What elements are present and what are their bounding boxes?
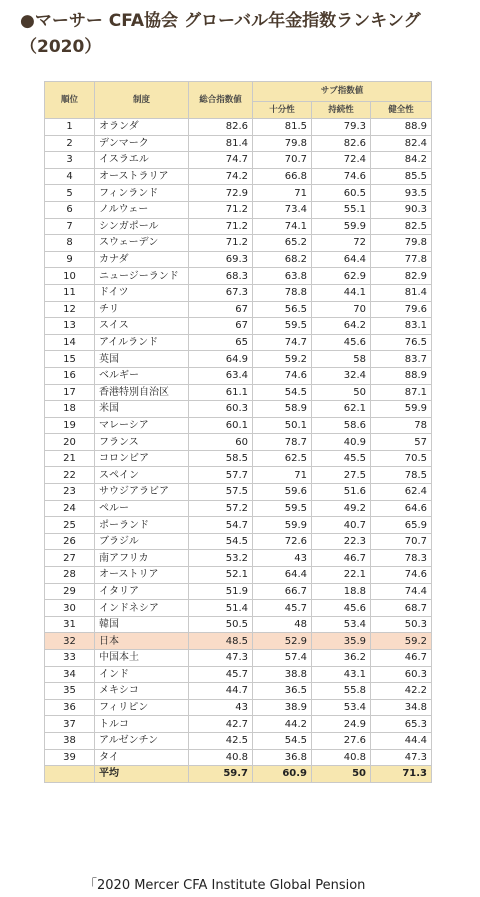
cell-sustainability: 27.5 (312, 467, 371, 484)
cell-adequacy: 56.5 (253, 301, 312, 318)
cell-adequacy: 74.1 (253, 218, 312, 235)
cell-rank: 28 (45, 567, 95, 584)
cell-integrity: 85.5 (371, 168, 432, 185)
cell-total: 82.6 (189, 119, 253, 136)
table-row (45, 716, 432, 733)
cell-system: ペルー (95, 500, 189, 517)
cell-adequacy: 38.8 (253, 666, 312, 683)
cell-system: イタリア (95, 583, 189, 600)
cell-adequacy: 73.4 (253, 201, 312, 218)
table-row (45, 367, 432, 384)
cell-total: 40.8 (189, 749, 253, 766)
cell-total: 50.5 (189, 616, 253, 633)
pension-index-table (44, 81, 432, 783)
table-row (45, 749, 432, 766)
cell-adequacy: 50.1 (253, 417, 312, 434)
table-row (45, 301, 432, 318)
cell-system: イスラエル (95, 152, 189, 169)
cell-sustainability: 82.6 (312, 135, 371, 152)
header-system: 制度 (95, 82, 189, 119)
cell-rank: 11 (45, 284, 95, 301)
cell-system: チリ (95, 301, 189, 318)
cell-system: コロンビア (95, 450, 189, 467)
cell-adequacy: 36.8 (253, 749, 312, 766)
cell-rank: 12 (45, 301, 95, 318)
cell-rank: 32 (45, 633, 95, 650)
cell-total: 60 (189, 434, 253, 451)
cell-total: 57.2 (189, 500, 253, 517)
table-row (45, 567, 432, 584)
cell-sustainability: 45.6 (312, 334, 371, 351)
cell-system: タイ (95, 749, 189, 766)
cell-integrity: 78.3 (371, 550, 432, 567)
cell-adequacy: 54.5 (253, 384, 312, 401)
header-adequacy: 十分性 (253, 102, 312, 119)
table-row (45, 185, 432, 202)
cell-adequacy: 68.2 (253, 251, 312, 268)
header-sub-index: サブ指数値 (253, 82, 432, 102)
cell-system: 南アフリカ (95, 550, 189, 567)
table-row (45, 284, 432, 301)
cell-sustainability: 72.4 (312, 152, 371, 169)
cell-rank: 34 (45, 666, 95, 683)
cell-system: 日本 (95, 633, 189, 650)
cell-adequacy: 71 (253, 467, 312, 484)
cell-sustainability: 27.6 (312, 732, 371, 749)
cell-sustainability: 45.6 (312, 600, 371, 617)
cell-sustainability: 22.1 (312, 567, 371, 584)
cell-rank: 5 (45, 185, 95, 202)
cell-total: 67 (189, 301, 253, 318)
cell-system: 韓国 (95, 616, 189, 633)
cell-total: 52.1 (189, 567, 253, 584)
cell-total: 51.4 (189, 600, 253, 617)
header-integrity: 健全性 (371, 102, 432, 119)
cell-adequacy: 78.8 (253, 284, 312, 301)
table-body (45, 119, 432, 783)
cell-adequacy: 48 (253, 616, 312, 633)
cell-system: インドネシア (95, 600, 189, 617)
cell-rank: 39 (45, 749, 95, 766)
cell-adequacy: 78.7 (253, 434, 312, 451)
cell-integrity: 50.3 (371, 616, 432, 633)
table-row (45, 699, 432, 716)
cell-adequacy: 59.6 (253, 484, 312, 501)
cell-adequacy: 65.2 (253, 235, 312, 252)
table-row (45, 168, 432, 185)
cell-adequacy: 71 (253, 185, 312, 202)
cell-integrity: 84.2 (371, 152, 432, 169)
cell-integrity: 71.3 (371, 766, 432, 783)
cell-adequacy: 74.7 (253, 334, 312, 351)
cell-sustainability: 51.6 (312, 484, 371, 501)
cell-sustainability: 49.2 (312, 500, 371, 517)
cell-adequacy: 66.7 (253, 583, 312, 600)
cell-integrity: 57 (371, 434, 432, 451)
cell-total: 42.7 (189, 716, 253, 733)
cell-adequacy: 43 (253, 550, 312, 567)
cell-total: 64.9 (189, 351, 253, 368)
cell-total: 81.4 (189, 135, 253, 152)
cell-sustainability: 44.1 (312, 284, 371, 301)
cell-integrity: 78.5 (371, 467, 432, 484)
table-row (45, 683, 432, 700)
cell-sustainability: 40.7 (312, 517, 371, 534)
cell-sustainability: 53.4 (312, 616, 371, 633)
cell-adequacy: 54.5 (253, 732, 312, 749)
cell-total: 60.3 (189, 401, 253, 418)
cell-system: マレーシア (95, 417, 189, 434)
cell-total: 44.7 (189, 683, 253, 700)
cell-rank: 25 (45, 517, 95, 534)
cell-rank: 4 (45, 168, 95, 185)
table-row (45, 484, 432, 501)
cell-rank: 13 (45, 318, 95, 335)
cell-total: 57.7 (189, 467, 253, 484)
cell-integrity: 64.6 (371, 500, 432, 517)
cell-adequacy: 52.9 (253, 633, 312, 650)
cell-system: ドイツ (95, 284, 189, 301)
cell-sustainability: 24.9 (312, 716, 371, 733)
cell-rank: 24 (45, 500, 95, 517)
cell-sustainability: 58 (312, 351, 371, 368)
cell-total: 51.9 (189, 583, 253, 600)
table-row (45, 550, 432, 567)
cell-total: 71.2 (189, 201, 253, 218)
cell-rank: 22 (45, 467, 95, 484)
cell-system: インド (95, 666, 189, 683)
cell-sustainability: 40.9 (312, 434, 371, 451)
cell-integrity: 44.4 (371, 732, 432, 749)
cell-integrity: 59.9 (371, 401, 432, 418)
cell-integrity: 82.4 (371, 135, 432, 152)
cell-total: 48.5 (189, 633, 253, 650)
cell-sustainability: 70 (312, 301, 371, 318)
cell-system: フィリピン (95, 699, 189, 716)
cell-rank: 1 (45, 119, 95, 136)
cell-system: 香港特別自治区 (95, 384, 189, 401)
table-row (45, 417, 432, 434)
table-row (45, 351, 432, 368)
cell-integrity: 74.4 (371, 583, 432, 600)
cell-integrity: 65.9 (371, 517, 432, 534)
cell-total: 58.5 (189, 450, 253, 467)
cell-system: カナダ (95, 251, 189, 268)
cell-sustainability: 55.1 (312, 201, 371, 218)
cell-system: 中国本土 (95, 650, 189, 667)
cell-integrity: 62.4 (371, 484, 432, 501)
cell-system: オランダ (95, 119, 189, 136)
cell-rank: 19 (45, 417, 95, 434)
cell-adequacy: 79.8 (253, 135, 312, 152)
cell-sustainability: 64.2 (312, 318, 371, 335)
cell-rank (45, 766, 95, 783)
cell-integrity: 70.7 (371, 533, 432, 550)
cell-sustainability: 32.4 (312, 367, 371, 384)
cell-system: ニュージーランド (95, 268, 189, 285)
table-row (45, 732, 432, 749)
cell-rank: 8 (45, 235, 95, 252)
cell-total: 45.7 (189, 666, 253, 683)
cell-system: トルコ (95, 716, 189, 733)
cell-integrity: 60.3 (371, 666, 432, 683)
table-row (45, 334, 432, 351)
cell-adequacy: 59.5 (253, 318, 312, 335)
cell-system: フィンランド (95, 185, 189, 202)
cell-adequacy: 38.9 (253, 699, 312, 716)
cell-integrity: 79.6 (371, 301, 432, 318)
cell-adequacy: 64.4 (253, 567, 312, 584)
cell-system: オーストリア (95, 567, 189, 584)
cell-integrity: 47.3 (371, 749, 432, 766)
cell-system: メキシコ (95, 683, 189, 700)
cell-sustainability: 74.6 (312, 168, 371, 185)
cell-system: 米国 (95, 401, 189, 418)
cell-rank: 14 (45, 334, 95, 351)
cell-total: 67.3 (189, 284, 253, 301)
cell-system: シンガポール (95, 218, 189, 235)
cell-total: 54.5 (189, 533, 253, 550)
cell-sustainability: 18.8 (312, 583, 371, 600)
cell-system: アイルランド (95, 334, 189, 351)
cell-sustainability: 45.5 (312, 450, 371, 467)
cell-system: ベルギー (95, 367, 189, 384)
cell-integrity: 88.9 (371, 367, 432, 384)
cell-system: スウェーデン (95, 235, 189, 252)
cell-adequacy: 70.7 (253, 152, 312, 169)
page-title: ●マーサー CFA協会 グローバル年金指数ランキング（2020） (20, 11, 421, 57)
cell-rank: 26 (45, 533, 95, 550)
table-header (45, 82, 432, 119)
cell-rank: 33 (45, 650, 95, 667)
cell-integrity: 88.9 (371, 119, 432, 136)
table-row (45, 384, 432, 401)
cell-integrity: 70.5 (371, 450, 432, 467)
cell-rank: 18 (45, 401, 95, 418)
table-row (45, 450, 432, 467)
cell-total: 47.3 (189, 650, 253, 667)
cell-integrity: 65.3 (371, 716, 432, 733)
cell-rank: 21 (45, 450, 95, 467)
cell-rank: 17 (45, 384, 95, 401)
header-total: 総合指数値 (189, 82, 253, 119)
table-row (45, 251, 432, 268)
cell-rank: 9 (45, 251, 95, 268)
cell-total: 61.1 (189, 384, 253, 401)
cell-integrity: 59.2 (371, 633, 432, 650)
table-row (45, 401, 432, 418)
table-row (45, 500, 432, 517)
cell-adequacy: 59.5 (253, 500, 312, 517)
cell-system: スイス (95, 318, 189, 335)
table-row (45, 119, 432, 136)
cell-adequacy: 74.6 (253, 367, 312, 384)
cell-integrity: 79.8 (371, 235, 432, 252)
cell-rank: 6 (45, 201, 95, 218)
cell-sustainability: 35.9 (312, 633, 371, 650)
cell-sustainability: 62.9 (312, 268, 371, 285)
cell-total: 57.5 (189, 484, 253, 501)
cell-sustainability: 79.3 (312, 119, 371, 136)
cell-integrity: 81.4 (371, 284, 432, 301)
table-row-average (45, 766, 432, 783)
cell-integrity: 83.7 (371, 351, 432, 368)
cell-sustainability: 43.1 (312, 666, 371, 683)
table-row (45, 201, 432, 218)
header-sustainability: 持続性 (312, 102, 371, 119)
cell-sustainability: 50 (312, 766, 371, 783)
cell-system: 平均 (95, 766, 189, 783)
cell-total: 42.5 (189, 732, 253, 749)
cell-rank: 30 (45, 600, 95, 617)
table-row (45, 650, 432, 667)
table-row (45, 235, 432, 252)
cell-integrity: 42.2 (371, 683, 432, 700)
cell-total: 71.2 (189, 235, 253, 252)
cell-adequacy: 72.6 (253, 533, 312, 550)
table-row-highlighted (45, 633, 432, 650)
cell-integrity: 74.6 (371, 567, 432, 584)
cell-integrity: 78 (371, 417, 432, 434)
table-row (45, 616, 432, 633)
table-row (45, 533, 432, 550)
cell-total: 74.7 (189, 152, 253, 169)
cell-system: ノルウェー (95, 201, 189, 218)
cell-sustainability: 22.3 (312, 533, 371, 550)
cell-rank: 29 (45, 583, 95, 600)
cell-sustainability: 40.8 (312, 749, 371, 766)
table-row (45, 666, 432, 683)
cell-total: 68.3 (189, 268, 253, 285)
cell-sustainability: 62.1 (312, 401, 371, 418)
cell-sustainability: 55.8 (312, 683, 371, 700)
cell-system: ブラジル (95, 533, 189, 550)
cell-adequacy: 66.8 (253, 168, 312, 185)
source-citation: 「2020 Mercer CFA Institute Global Pension (84, 878, 366, 893)
cell-rank: 35 (45, 683, 95, 700)
cell-adequacy: 57.4 (253, 650, 312, 667)
cell-integrity: 68.7 (371, 600, 432, 617)
cell-integrity: 93.5 (371, 185, 432, 202)
table-row (45, 218, 432, 235)
cell-adequacy: 81.5 (253, 119, 312, 136)
cell-system: スペイン (95, 467, 189, 484)
cell-total: 69.3 (189, 251, 253, 268)
cell-rank: 7 (45, 218, 95, 235)
cell-sustainability: 46.7 (312, 550, 371, 567)
cell-rank: 31 (45, 616, 95, 633)
cell-adequacy: 58.9 (253, 401, 312, 418)
cell-sustainability: 59.9 (312, 218, 371, 235)
table-row (45, 517, 432, 534)
cell-integrity: 87.1 (371, 384, 432, 401)
cell-system: フランス (95, 434, 189, 451)
cell-integrity: 76.5 (371, 334, 432, 351)
cell-rank: 10 (45, 268, 95, 285)
cell-adequacy: 45.7 (253, 600, 312, 617)
table-row (45, 318, 432, 335)
table-row (45, 467, 432, 484)
cell-rank: 36 (45, 699, 95, 716)
cell-system: サウジアラビア (95, 484, 189, 501)
cell-system: オーストラリア (95, 168, 189, 185)
table-row (45, 152, 432, 169)
cell-integrity: 34.8 (371, 699, 432, 716)
cell-system: デンマーク (95, 135, 189, 152)
cell-rank: 27 (45, 550, 95, 567)
cell-total: 59.7 (189, 766, 253, 783)
cell-total: 65 (189, 334, 253, 351)
cell-integrity: 77.8 (371, 251, 432, 268)
cell-total: 63.4 (189, 367, 253, 384)
cell-integrity: 46.7 (371, 650, 432, 667)
table-row (45, 434, 432, 451)
cell-system: ポーランド (95, 517, 189, 534)
cell-rank: 16 (45, 367, 95, 384)
cell-total: 74.2 (189, 168, 253, 185)
cell-sustainability: 60.5 (312, 185, 371, 202)
cell-rank: 3 (45, 152, 95, 169)
cell-adequacy: 44.2 (253, 716, 312, 733)
cell-total: 71.2 (189, 218, 253, 235)
cell-sustainability: 50 (312, 384, 371, 401)
table-row (45, 600, 432, 617)
cell-total: 60.1 (189, 417, 253, 434)
cell-adequacy: 63.8 (253, 268, 312, 285)
cell-integrity: 90.3 (371, 201, 432, 218)
cell-adequacy: 59.9 (253, 517, 312, 534)
cell-total: 53.2 (189, 550, 253, 567)
cell-sustainability: 36.2 (312, 650, 371, 667)
cell-integrity: 82.5 (371, 218, 432, 235)
cell-total: 72.9 (189, 185, 253, 202)
cell-adequacy: 36.5 (253, 683, 312, 700)
cell-sustainability: 53.4 (312, 699, 371, 716)
cell-system: 英国 (95, 351, 189, 368)
cell-rank: 38 (45, 732, 95, 749)
cell-rank: 37 (45, 716, 95, 733)
cell-rank: 2 (45, 135, 95, 152)
cell-sustainability: 58.6 (312, 417, 371, 434)
cell-rank: 23 (45, 484, 95, 501)
table-row (45, 268, 432, 285)
cell-sustainability: 72 (312, 235, 371, 252)
cell-total: 54.7 (189, 517, 253, 534)
header-rank: 順位 (45, 82, 95, 119)
cell-total: 67 (189, 318, 253, 335)
table-row (45, 583, 432, 600)
cell-total: 43 (189, 699, 253, 716)
cell-sustainability: 64.4 (312, 251, 371, 268)
cell-rank: 15 (45, 351, 95, 368)
cell-rank: 20 (45, 434, 95, 451)
cell-adequacy: 59.2 (253, 351, 312, 368)
cell-integrity: 82.9 (371, 268, 432, 285)
cell-adequacy: 60.9 (253, 766, 312, 783)
pension-index-table-container (44, 81, 431, 783)
cell-adequacy: 62.5 (253, 450, 312, 467)
cell-integrity: 83.1 (371, 318, 432, 335)
cell-system: アルゼンチン (95, 732, 189, 749)
table-row (45, 135, 432, 152)
